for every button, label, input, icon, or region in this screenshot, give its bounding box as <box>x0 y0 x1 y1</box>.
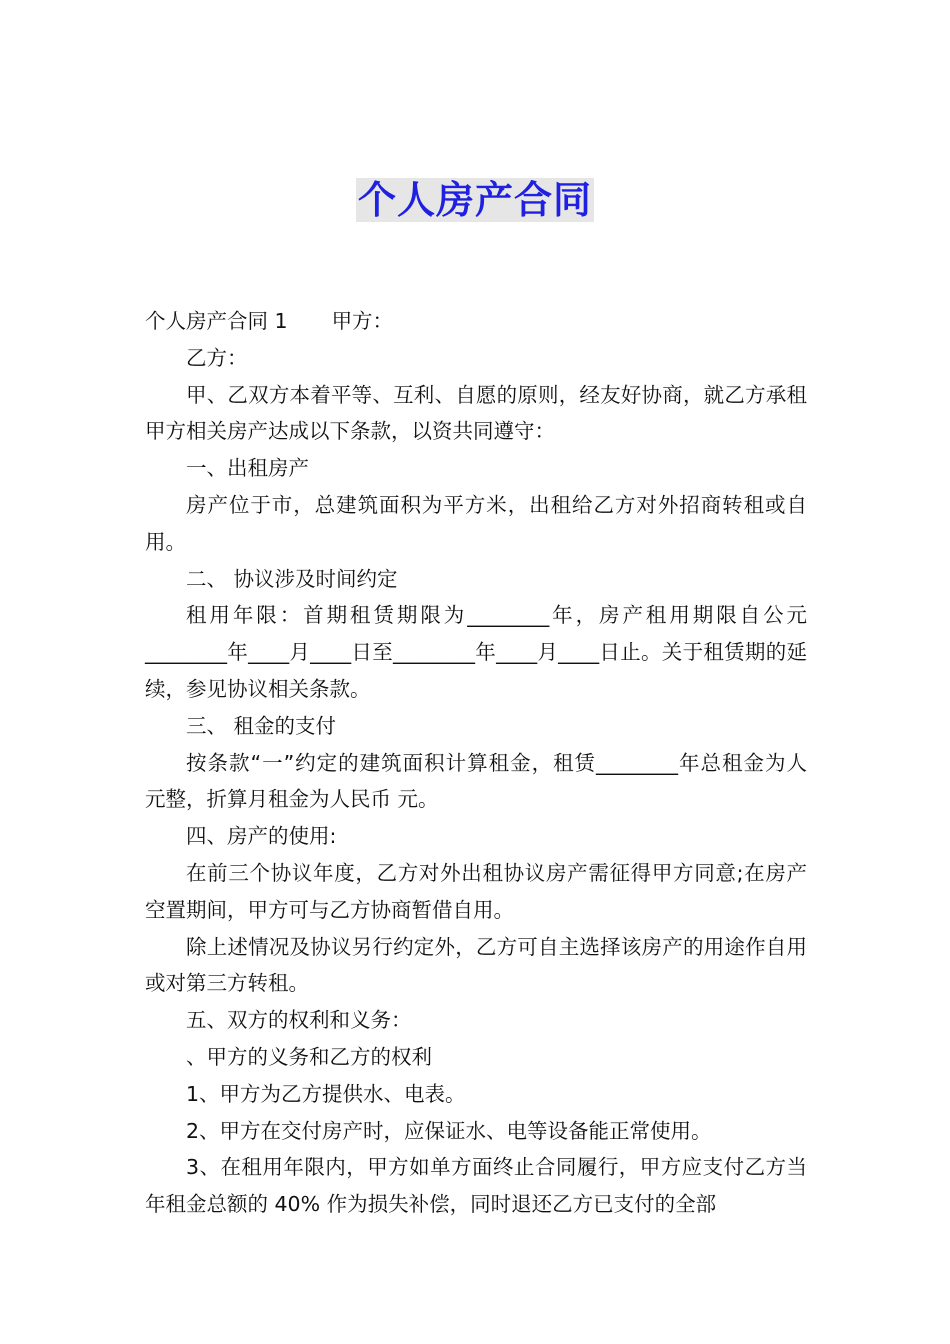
section-4-paragraph-2: 除上述情况及协议另行约定外，乙方可自主选择该房产的用途作自用或对第三方转租。 <box>145 934 807 996</box>
clause-2: 2、甲方在交付房产时，应保证水、电等设备能正常使用。 <box>186 1118 712 1143</box>
section-2-heading: 二、 协议涉及时间约定 <box>186 566 398 591</box>
section-5-heading: 五、双方的权利和义务： <box>186 1008 412 1033</box>
section-1-heading: 一、出租房产 <box>186 456 309 481</box>
section-4-paragraph-1: 在前三个协议年度，乙方对外出租协议房产需征得甲方同意;在房产空置期间，甲方可与乙方协商暂借自用。 <box>145 860 807 922</box>
preamble-paragraph: 甲、乙双方本着平等、互利、自愿的原则，经友好协商，就乙方承租甲方相关房产达成以下条款，以资共同遵守： <box>145 382 807 444</box>
clause-1: 1、甲方为乙方提供水、电表。 <box>186 1081 466 1106</box>
party-a-label: 甲方： <box>331 309 394 333</box>
document-body <box>145 303 807 1223</box>
title-wrap <box>0 178 950 222</box>
section-2-paragraph: 租用年限：首期租赁期限为________年，房产租用期限自公元________年____月____日至________年____月____日止。关于租赁期的延续，参见协议相关条款。 <box>145 603 807 701</box>
contract-heading-line <box>145 303 807 340</box>
section-1-paragraph: 房产位于市，总建筑面积为平方米，出租给乙方对外招商转租或自用。 <box>145 492 807 554</box>
contract-heading: 个人房产合同 1 <box>145 309 288 333</box>
section-5-subheading: 、甲方的义务和乙方的权利 <box>186 1044 432 1069</box>
section-3-heading: 三、 租金的支付 <box>186 713 337 738</box>
document-title: 个人房产合同 <box>357 178 592 222</box>
party-b-label: 乙方： <box>186 345 248 370</box>
clause-3: 3、在租用年限内，甲方如单方面终止合同履行，甲方应支付乙方当年租金总额的 40% 作为损失补偿，同时退还乙方已支付的全部 <box>145 1155 807 1217</box>
section-3-paragraph: 按条款“一”约定的建筑面积计算租金，租赁________年总租金为人 元整，折算月租金为人民币 元。 <box>145 750 807 812</box>
section-4-heading: 四、房产的使用: <box>186 824 337 849</box>
